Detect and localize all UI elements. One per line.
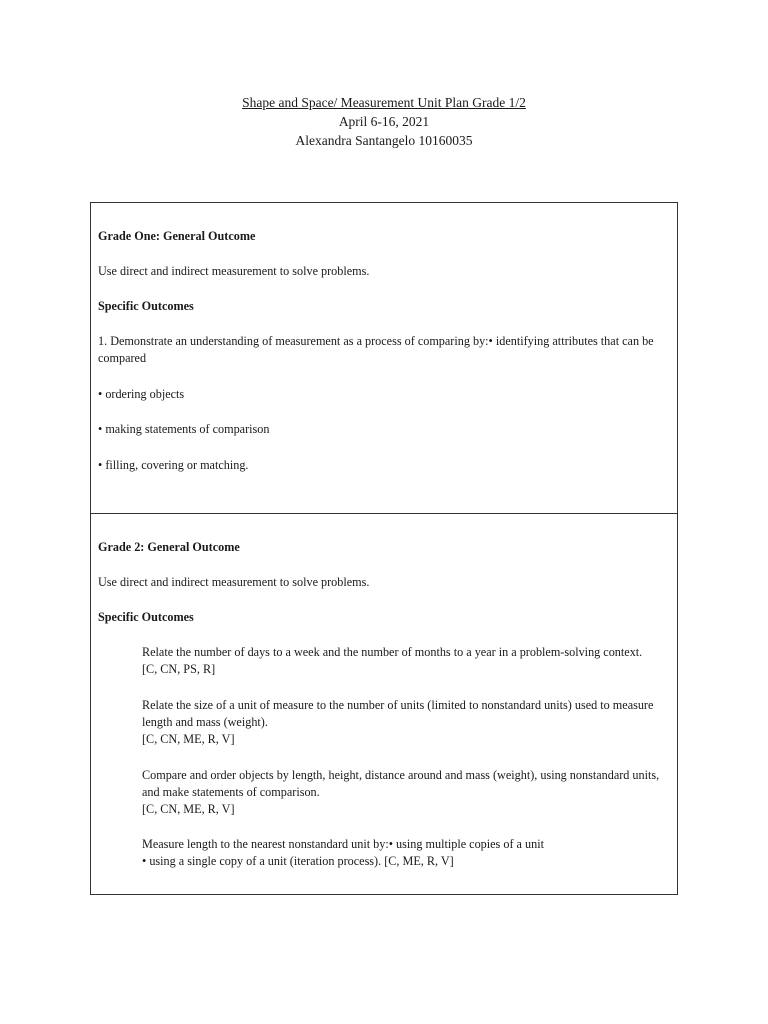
outcome-text: Compare and order objects by length, height, distance around and mass (weight), using nonstandard units, and make statements of comparison. [142, 768, 660, 799]
document-author: Alexandra Santangelo 10160035 [295, 133, 473, 148]
document-header [0, 93, 768, 150]
outcome-code: • using a single copy of a unit (iteration process). [C, ME, R, V] [142, 854, 454, 868]
document-date: April 6-16, 2021 [338, 114, 430, 129]
outcome-text: Measure length to the nearest nonstandard unit by:• using multiple copies of a unit [142, 837, 544, 851]
grade-two-outcome-item [142, 767, 669, 818]
grade-two-outcome-item [142, 644, 669, 678]
grade-two-table-cell [90, 513, 678, 895]
grade-one-bullet-1: • ordering objects [98, 387, 185, 401]
grade-one-bullet-3: • filling, covering or matching. [98, 458, 249, 472]
grade-one-item-1: 1. Demonstrate an understanding of measurement as a process of comparing by:• identifying attributes that can be compared [98, 334, 654, 365]
grade-two-outcome-item [142, 836, 669, 870]
grade-two-specific-heading: Specific Outcomes [98, 610, 194, 624]
grade-two-outcome-item [142, 697, 669, 748]
outcome-text: Relate the size of a unit of measure to the number of units (limited to nonstandard units) used to measure length and mass (weight). [142, 698, 654, 729]
document-title: Shape and Space/ Measurement Unit Plan Grade 1/2 [242, 95, 526, 110]
grade-one-bullet-2: • making statements of comparison [98, 422, 270, 436]
grade-one-heading: Grade One: General Outcome [98, 229, 256, 243]
outcome-text: Relate the number of days to a week and the number of months to a year in a problem-solving context. [142, 645, 643, 659]
outcome-code: [C, CN, ME, R, V] [142, 802, 235, 816]
outcome-code: [C, CN, ME, R, V] [142, 732, 235, 746]
grade-two-outcome: Use direct and indirect measurement to solve problems. [98, 575, 370, 589]
grade-two-heading: Grade 2: General Outcome [98, 540, 240, 554]
grade-one-specific-heading: Specific Outcomes [98, 299, 194, 313]
outcome-code: [C, CN, PS, R] [142, 662, 216, 676]
grade-one-table-cell [90, 202, 678, 514]
grade-one-outcome: Use direct and indirect measurement to solve problems. [98, 264, 370, 278]
